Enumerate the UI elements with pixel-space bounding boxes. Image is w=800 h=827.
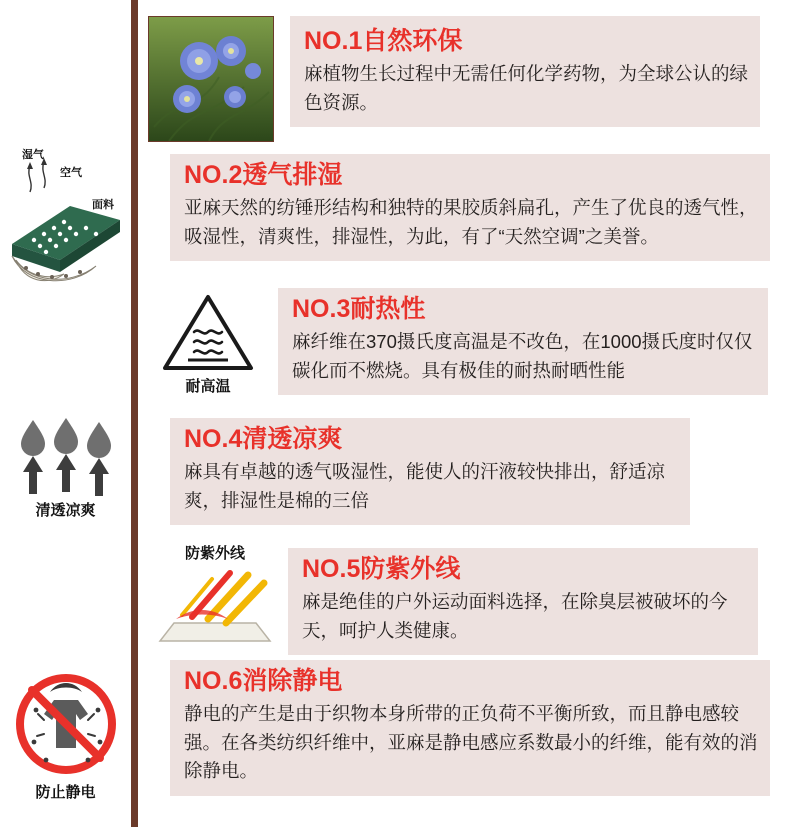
feature-row-2 [0,148,800,288]
feature-row-1 [0,8,800,138]
feature-3-text-panel [278,288,768,395]
label-fabric: 面料 [92,199,114,211]
feature-4-text-panel [170,418,690,525]
feature-row-3 [0,288,800,416]
fabric-moisture-diagram [0,148,131,288]
feature-4-caption: 清透凉爽 [35,502,96,519]
feature-5-text-panel [288,548,758,655]
feature-6-caption: 防止静电 [35,784,96,801]
feature-row-5 [0,538,800,660]
feature-4-body: 麻具有卓越的透气吸湿性，能使人的汗液较快排出，舒适凉爽，排湿性是棉的三倍 [184,461,666,511]
no-static-prohibition-icon [10,672,122,778]
feature-2-heading: NO.2透气排湿 [184,161,343,189]
feature-6-body: 静电的产生是由于织物本身所带的正负荷不平衡所致，而且静电感较强。在各类纺织纤维中，亚麻是静电感应系数最小的纤维，能有效的消除静电。 [184,703,758,782]
feature-1-text-panel [290,16,760,127]
anti-static-art [0,672,131,820]
label-air: 空气 [60,167,82,179]
feature-3-caption: 耐高温 [185,378,231,395]
feature-1-heading: NO.1自然环保 [304,27,463,55]
feature-row-4 [0,416,800,538]
cool-dry-art [0,416,131,538]
heat-resistance-art [0,288,278,416]
uv-protection-art [140,538,290,660]
feature-6-text-panel [170,660,770,796]
feature-1-body: 麻植物生长过程中无需任何化学药物，为全球公认的绿色资源。 [304,63,749,113]
flower-photo-svg [149,17,273,141]
feature-4-heading: NO.4清透凉爽 [184,425,343,453]
label-moisture: 湿气 [22,149,44,161]
droplets-and-arrows-icon [11,416,121,496]
feature-3-body: 麻纤维在370摄氏度高温是不改色，在1000摄氏度时仅仅碳化而不燃烧。具有极佳的耐热耐晒性能 [292,331,753,381]
feature-6-heading: NO.6消除静电 [184,667,343,695]
feature-2-text-panel [170,154,770,261]
feature-5-body: 麻是绝佳的户外运动面料选择，在除臭层被破坏的今天，呵护人类健康。 [302,591,728,641]
feature-row-6 [0,660,800,820]
feature-2-body: 亚麻天然的纺锤形结构和独特的果胶质斜扁孔，产生了优良的透气性，吸湿性，清爽性，排湿性，为此，有了“天然空调”之美誉。 [184,197,758,247]
feature-5-heading: NO.5防紫外线 [302,555,461,583]
flax-flower-photo [148,16,274,142]
uv-rays-blocked-icon [152,567,278,653]
vertical-divider-line [131,0,138,827]
heat-warning-triangle-icon [162,292,254,372]
feature-3-heading: NO.3耐热性 [292,295,426,323]
feature-5-caption: 防紫外线 [184,545,245,562]
